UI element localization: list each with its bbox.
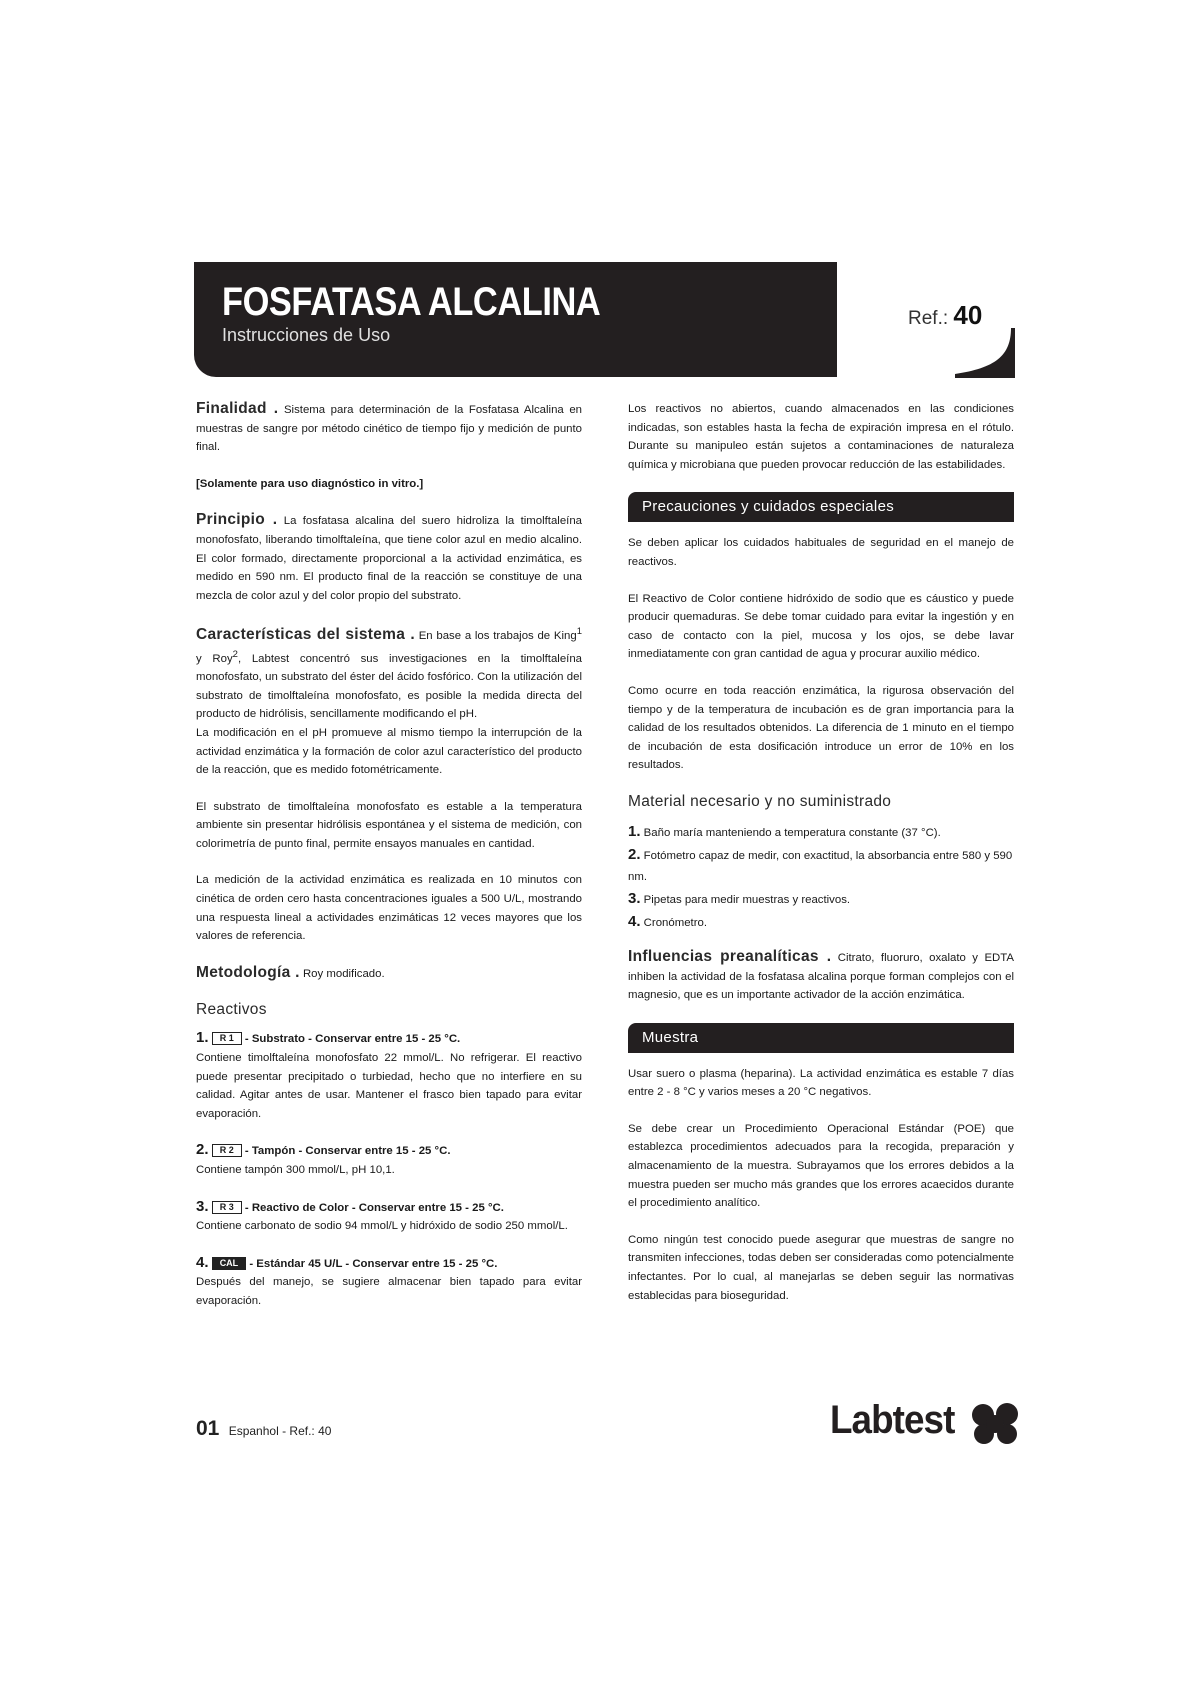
reactivo-label-box: R 2 bbox=[212, 1144, 242, 1157]
muestra-paragraph: Como ningún test conocido puede asegurar que muestras de sangre no transmiten infecciones, todas deben ser consideradas como potencialmente infectantes. Por lo cual, al manejarlas se deben seguir las normativas establecidas para bioseguridad. bbox=[628, 1233, 1014, 1302]
principio-text: La fosfatasa alcalina del suero hidroliza la timolftaleína monofosfato, liberando timolftaleína, que tiene color azul en medio alcalino. El color formado, directamente proporcional a la actividad enzimática, es medido en 590 nm. El producto final de la reacción se constituye de una mezcla de color azul y del color propio del substrato. bbox=[196, 515, 582, 602]
material-text: Pipetas para medir muestras y reactivos. bbox=[640, 893, 851, 906]
caracteristicas-text-c: , Labtest concentró sus investigaciones en la timolftaleína monofosfato, un substrato del éster del ácido fosfórico. Con la utilización del substrato de timolftaleína monofosfato, es posible la medida directa del producto de hidrólisis, sencillamente modificando el pH. bbox=[196, 652, 582, 721]
precauciones-paragraph: Como ocurre en toda reacción enzimática, la rigurosa observación del tiempo y de la temperatura de incubación es de gran importancia para la calidad de los resultados obtenidos. La diferencia de 1 minuto en el tiempo de incubación de esta dosificación introduce un error de 10% en los resultados. bbox=[628, 684, 1014, 772]
caracteristicas-text-b: y Roy bbox=[196, 652, 233, 665]
footer-page-info bbox=[196, 1417, 331, 1441]
corner-swoosh-graphic bbox=[955, 328, 1015, 378]
reactivo-item bbox=[196, 1029, 582, 1123]
metodologia-lead: Metodología . bbox=[196, 963, 300, 981]
material-number: 1. bbox=[628, 822, 641, 840]
diagnostic-note: [Solamente para uso diagnóstico in vitro.] bbox=[196, 477, 424, 490]
material-number: 3. bbox=[628, 889, 641, 907]
footnote-ref-2: 2 bbox=[232, 648, 238, 660]
material-number: 2. bbox=[628, 845, 641, 863]
document-subtitle: Instrucciones de Uso bbox=[222, 325, 391, 345]
estabilidad-paragraph: Los reactivos no abiertos, cuando almacenados en las condiciones indicadas, son estables hasta la fecha de expiración impresa en el rótulo. Durante su manipuleo están sujetos a contaminaciones de naturaleza química y microbiana que pueden provocar reducción de las estabilidades. bbox=[628, 403, 1014, 471]
page-number: 01 bbox=[196, 1417, 220, 1440]
reactivo-body: Después del manejo, se sugiere almacenar bien tapado para evitar evaporación. bbox=[196, 1276, 582, 1307]
caracteristicas-paragraph bbox=[196, 623, 582, 779]
reactivo-item bbox=[196, 1198, 582, 1236]
ref-number: 40 bbox=[953, 300, 983, 330]
finalidad-paragraph bbox=[196, 400, 582, 457]
material-text: Fotómetro capaz de medir, con exactitud, la absorbancia entre 580 y 590 nm. bbox=[628, 849, 1013, 883]
list-item bbox=[628, 821, 1014, 844]
material-text: Baño maría manteniendo a temperatura constante (37 °C). bbox=[640, 826, 941, 839]
reactivos-heading: Reactivos bbox=[196, 1001, 267, 1019]
material-text: Cronómetro. bbox=[640, 916, 707, 929]
metodologia-text: Roy modificado. bbox=[299, 967, 385, 980]
muestra-heading: Muestra bbox=[628, 1023, 1014, 1053]
medicion-paragraph: La medición de la actividad enzimática es realizada en 10 minutos con cinética de orden cero hasta concentraciones iguales a 500 U/L, mostrando una respuesta lineal a actividades enzimáticas 12 veces mayores que los valores de referencia. bbox=[196, 874, 582, 943]
reactivo-body: Contiene carbonato de sodio 94 mmol/L y hidróxido de sodio 250 mmol/L. bbox=[196, 1220, 568, 1233]
ref-label: Ref.: bbox=[908, 308, 949, 329]
muestra-paragraph: Se debe crear un Procedimiento Operacional Estándar (POE) que establezca procedimientos adecuados para la recogida, preparación y almacenamiento de la muestra. Subrayamos que los errores debidos a la muestra pueden ser mucho más grandes que los errores acaecidos durante el procedimiento analítico. bbox=[628, 1122, 1014, 1210]
right-column bbox=[628, 400, 1014, 1323]
list-item bbox=[628, 888, 1014, 911]
material-list bbox=[628, 821, 1014, 934]
list-item bbox=[628, 844, 1014, 888]
list-item bbox=[628, 911, 1014, 934]
reactivo-number: 1. bbox=[196, 1029, 209, 1047]
finalidad-lead: Finalidad . bbox=[196, 400, 279, 417]
influencias-text: Citrato, fluoruro, oxalato y EDTA inhiben la actividad de la fosfatasa alcalina porque forman complejos con el magnesio, que es un importante activador de la acción enzimática. bbox=[628, 951, 1014, 1002]
precauciones-paragraph: El Reactivo de Color contiene hidróxido de sodio que es cáustico y puede producir quemaduras. Se debe tomar cuidado para evitar la ingestión y en caso de contacto con la piel, mucosa y los ojos, se debe lavar inmediatamente con gran cantidad de agua y procurar auxilio médico. bbox=[628, 592, 1014, 661]
metodologia-paragraph bbox=[196, 964, 582, 984]
caracteristicas-lead: Características del sistema . bbox=[196, 626, 415, 644]
muestra-paragraph: Usar suero o plasma (heparina). La actividad enzimática es estable 7 días entre 2 - 8 °C y varios meses a 20 °C negativos. bbox=[628, 1067, 1014, 1099]
precauciones-heading: Precauciones y cuidados especiales bbox=[628, 492, 1014, 522]
reactivo-body: Contiene tampón 300 mmol/L, pH 10,1. bbox=[196, 1164, 395, 1176]
caracteristicas-text-d: La modificación en el pH promueve al mismo tiempo la interrupción de la actividad enzimática y la formación de color azul característico del producto de la reacción, que es medido fotométricamente. bbox=[196, 726, 582, 777]
left-column bbox=[196, 400, 582, 1329]
reactivo-item bbox=[196, 1254, 582, 1311]
reactivo-label-box: R 1 bbox=[212, 1032, 242, 1045]
material-number: 4. bbox=[628, 912, 641, 930]
reactivo-label-box: CAL bbox=[212, 1257, 247, 1270]
page-text: Espanhol - Ref.: 40 bbox=[228, 1424, 332, 1438]
logo-mark-icon bbox=[970, 1402, 1022, 1446]
precauciones-paragraph: Se deben aplicar los cuidados habituales de seguridad en el manejo de reactivos. bbox=[628, 537, 1014, 568]
reactivo-number: 2. bbox=[196, 1141, 209, 1159]
reactivo-heading: - Reactivo de Color - Conservar entre 15 - 25 °C. bbox=[241, 1201, 504, 1214]
reactivo-number: 3. bbox=[196, 1197, 209, 1215]
reactivo-body: Contiene timolftaleína monofosfato 22 mmol/L. No refrigerar. El reactivo puede presentar precipitado o turbiedad, hecho que no interfiere en su calidad. Agitar antes de usar. Mantener el frasco bien tapado para evitar evaporación. bbox=[196, 1052, 582, 1120]
reactivo-heading: - Tampón - Conservar entre 15 - 25 °C. bbox=[241, 1145, 451, 1158]
influencias-lead: Influencias preanalíticas . bbox=[628, 947, 832, 965]
principio-paragraph bbox=[196, 511, 582, 605]
footnote-ref-1: 1 bbox=[576, 626, 582, 638]
reactivo-number: 4. bbox=[196, 1253, 209, 1271]
principio-lead: Principio . bbox=[196, 511, 278, 529]
reference bbox=[908, 302, 982, 328]
reactivo-item bbox=[196, 1141, 582, 1179]
reactivo-heading: - Estándar 45 U/L - Conservar entre 15 - 25 °C. bbox=[246, 1257, 498, 1270]
finalidad-text: Sistema para determinación de la Fosfatasa Alcalina en muestras de sangre por método cinético de tiempo fijo y medición de punto final. bbox=[196, 404, 583, 454]
substrato-paragraph: El substrato de timolftaleína monofosfato es estable a la temperatura ambiente sin presentar hidrólisis espontánea y el sistema de medición, con colorimetría de punto final, permite ensayos manuales en cantidad. bbox=[196, 800, 582, 850]
labtest-logo bbox=[830, 1400, 1020, 1452]
reactivo-heading: - Substrato - Conservar entre 15 - 25 °C. bbox=[241, 1033, 461, 1046]
caracteristicas-text-a: En base a los trabajos de King bbox=[414, 630, 577, 643]
influencias-paragraph bbox=[628, 948, 1014, 1005]
document-title: FOSFATASA ALCALINA bbox=[222, 280, 601, 324]
material-heading: Material necesario y no suministrado bbox=[628, 792, 892, 810]
logo-wordmark: Labtest bbox=[830, 1398, 955, 1442]
reactivo-label-box: R 3 bbox=[212, 1201, 242, 1214]
